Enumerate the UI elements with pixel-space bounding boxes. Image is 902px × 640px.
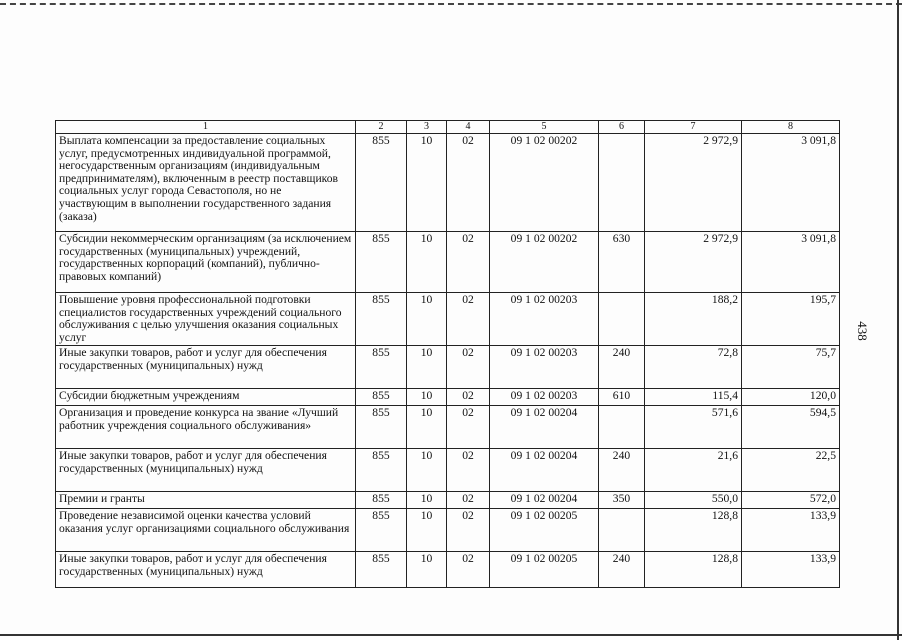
cell-target-article: 09 1 02 00205 bbox=[490, 509, 599, 552]
cell-admin-code: 855 bbox=[356, 232, 407, 293]
header-cell-1: 1 bbox=[56, 121, 356, 134]
budget-table bbox=[55, 120, 840, 588]
page-right-edge bbox=[897, 0, 899, 640]
cell-expense-type bbox=[599, 509, 645, 552]
cell-subsection: 02 bbox=[447, 389, 490, 406]
cell-name: Повышение уровня профессиональной подготовки специалистов государственных учреждений социального обслуживания с целью улучшения оказания социальных услуг bbox=[56, 293, 356, 346]
cell-admin-code: 855 bbox=[356, 449, 407, 492]
cell-admin-code: 855 bbox=[356, 509, 407, 552]
cell-subsection: 02 bbox=[447, 509, 490, 552]
cell-subsection: 02 bbox=[447, 492, 490, 509]
cell-amount-year-1: 571,6 bbox=[645, 406, 742, 449]
cell-amount-year-2: 572,0 bbox=[742, 492, 840, 509]
cell-target-article: 09 1 02 00203 bbox=[490, 346, 599, 389]
cell-amount-year-1: 188,2 bbox=[645, 293, 742, 346]
cell-target-article: 09 1 02 00202 bbox=[490, 134, 599, 232]
cell-amount-year-2: 22,5 bbox=[742, 449, 840, 492]
cell-target-article: 09 1 02 00202 bbox=[490, 232, 599, 293]
cell-admin-code: 855 bbox=[356, 134, 407, 232]
header-cell-5: 5 bbox=[490, 121, 599, 134]
page-top-edge bbox=[0, 3, 902, 5]
cell-admin-code: 855 bbox=[356, 406, 407, 449]
cell-target-article: 09 1 02 00203 bbox=[490, 293, 599, 346]
cell-section: 10 bbox=[407, 449, 447, 492]
cell-expense-type: 350 bbox=[599, 492, 645, 509]
cell-amount-year-2: 133,9 bbox=[742, 509, 840, 552]
cell-expense-type: 240 bbox=[599, 449, 645, 492]
cell-name: Премии и гранты bbox=[56, 492, 356, 509]
header-cell-4: 4 bbox=[447, 121, 490, 134]
cell-subsection: 02 bbox=[447, 346, 490, 389]
header-cell-7: 7 bbox=[645, 121, 742, 134]
cell-admin-code: 855 bbox=[356, 293, 407, 346]
cell-target-article: 09 1 02 00204 bbox=[490, 449, 599, 492]
cell-amount-year-1: 550,0 bbox=[645, 492, 742, 509]
cell-amount-year-1: 115,4 bbox=[645, 389, 742, 406]
cell-amount-year-2: 75,7 bbox=[742, 346, 840, 389]
cell-admin-code: 855 bbox=[356, 389, 407, 406]
cell-name: Иные закупки товаров, работ и услуг для обеспечения государственных (муниципальных) нужд bbox=[56, 346, 356, 389]
cell-expense-type: 610 bbox=[599, 389, 645, 406]
cell-name: Иные закупки товаров, работ и услуг для обеспечения государственных (муниципальных) нужд bbox=[56, 449, 356, 492]
table-row bbox=[56, 232, 840, 293]
table-header-row bbox=[56, 121, 840, 134]
cell-admin-code: 855 bbox=[356, 492, 407, 509]
cell-amount-year-2: 3 091,8 bbox=[742, 232, 840, 293]
cell-amount-year-2: 195,7 bbox=[742, 293, 840, 346]
table-row bbox=[56, 293, 840, 346]
cell-amount-year-1: 2 972,9 bbox=[645, 134, 742, 232]
cell-section: 10 bbox=[407, 509, 447, 552]
cell-amount-year-1: 128,8 bbox=[645, 509, 742, 552]
page-number: 438 bbox=[854, 321, 870, 341]
cell-subsection: 02 bbox=[447, 449, 490, 492]
table-row bbox=[56, 492, 840, 509]
cell-subsection: 02 bbox=[447, 406, 490, 449]
cell-target-article: 09 1 02 00204 bbox=[490, 406, 599, 449]
table-row bbox=[56, 389, 840, 406]
cell-subsection: 02 bbox=[447, 552, 490, 588]
cell-amount-year-2: 133,9 bbox=[742, 552, 840, 588]
cell-expense-type: 240 bbox=[599, 346, 645, 389]
cell-target-article: 09 1 02 00204 bbox=[490, 492, 599, 509]
cell-name: Организация и проведение конкурса на звание «Лучший работник учреждения социального обслуживания» bbox=[56, 406, 356, 449]
cell-name: Проведение независимой оценки качества условий оказания услуг организациями социального обслуживания bbox=[56, 509, 356, 552]
cell-target-article: 09 1 02 00203 bbox=[490, 389, 599, 406]
cell-name: Выплата компенсации за предоставление социальных услуг, предусмотренных индивидуальной программой, негосударственным организациям (индивидуальным предпринимателям), включенным в реестр поставщиков социальных услуг города Севастополя, но не участвующим в выполнении государственного задания (заказа) bbox=[56, 134, 356, 232]
cell-target-article: 09 1 02 00205 bbox=[490, 552, 599, 588]
table-row bbox=[56, 509, 840, 552]
cell-expense-type: 630 bbox=[599, 232, 645, 293]
cell-admin-code: 855 bbox=[356, 552, 407, 588]
cell-amount-year-2: 120,0 bbox=[742, 389, 840, 406]
cell-subsection: 02 bbox=[447, 232, 490, 293]
cell-name: Иные закупки товаров, работ и услуг для обеспечения государственных (муниципальных) нужд bbox=[56, 552, 356, 588]
cell-section: 10 bbox=[407, 389, 447, 406]
table-row bbox=[56, 449, 840, 492]
cell-expense-type bbox=[599, 134, 645, 232]
cell-section: 10 bbox=[407, 346, 447, 389]
header-cell-8: 8 bbox=[742, 121, 840, 134]
table-row bbox=[56, 346, 840, 389]
cell-expense-type bbox=[599, 406, 645, 449]
header-cell-3: 3 bbox=[407, 121, 447, 134]
cell-section: 10 bbox=[407, 293, 447, 346]
cell-section: 10 bbox=[407, 552, 447, 588]
cell-name: Субсидии бюджетным учреждениям bbox=[56, 389, 356, 406]
cell-amount-year-2: 3 091,8 bbox=[742, 134, 840, 232]
table-row bbox=[56, 552, 840, 588]
cell-expense-type: 240 bbox=[599, 552, 645, 588]
table-row bbox=[56, 406, 840, 449]
cell-subsection: 02 bbox=[447, 293, 490, 346]
cell-section: 10 bbox=[407, 406, 447, 449]
cell-section: 10 bbox=[407, 134, 447, 232]
cell-amount-year-2: 594,5 bbox=[742, 406, 840, 449]
cell-name: Субсидии некоммерческим организациям (за исключением государственных (муниципальных) учреждений, государственных корпораций (компаний), публично-правовых компаний) bbox=[56, 232, 356, 293]
cell-admin-code: 855 bbox=[356, 346, 407, 389]
table-row bbox=[56, 134, 840, 232]
cell-subsection: 02 bbox=[447, 134, 490, 232]
page-bottom-edge bbox=[0, 634, 902, 636]
cell-section: 10 bbox=[407, 492, 447, 509]
cell-amount-year-1: 72,8 bbox=[645, 346, 742, 389]
cell-section: 10 bbox=[407, 232, 447, 293]
header-cell-6: 6 bbox=[599, 121, 645, 134]
header-cell-2: 2 bbox=[356, 121, 407, 134]
cell-amount-year-1: 128,8 bbox=[645, 552, 742, 588]
cell-expense-type bbox=[599, 293, 645, 346]
cell-amount-year-1: 2 972,9 bbox=[645, 232, 742, 293]
cell-amount-year-1: 21,6 bbox=[645, 449, 742, 492]
